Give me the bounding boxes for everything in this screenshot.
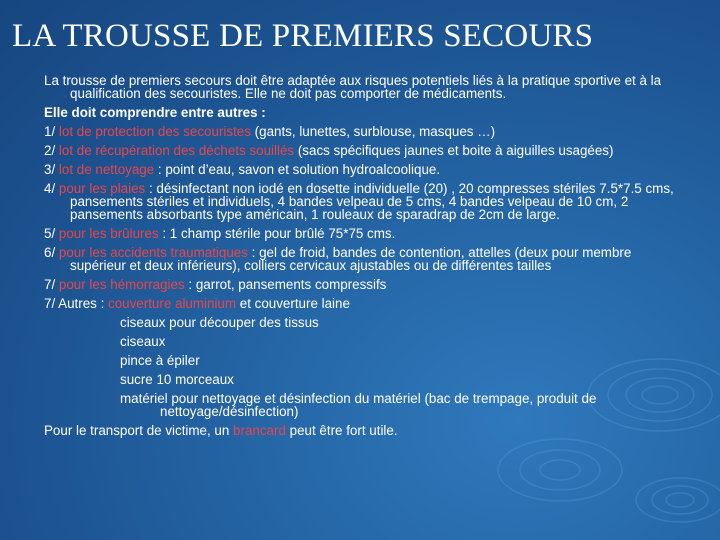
other-item: ciseaux	[120, 334, 166, 349]
item-number: 3/	[44, 162, 59, 177]
item-highlight: lot de nettoyage	[58, 162, 155, 177]
intro-paragraph: La trousse de premiers secours doit être adaptée aux risques potentiels liés à la pratique sportive et à la qualification des secouristes. Elle ne doit pas comporter de médicaments.	[44, 73, 662, 101]
item-text: : gel de froid, bandes de contention, attelles (deux pour membre supérieur et deux inférieurs), colliers cervicaux ajustables ou de différentes tailles	[70, 245, 632, 273]
item-text: : désinfectant non iodé en dosette individuelle (20) , 20 compresses stériles 7.5*7.5 cms, pansements stériles et individuels, 4 bandes velpeau de 5 cms, 4 bandes velpeau de 10 cm, 2 pansements absorbants type américain, 1 rouleaux de sparadrap de 2cm de large.	[70, 181, 674, 222]
list-item	[44, 246, 684, 272]
page-title: LA TROUSSE DE PREMIERS SECOURS	[12, 18, 594, 54]
list-item	[44, 163, 684, 176]
item-number: 6/	[44, 245, 59, 260]
item-highlight: pour les hémorragies	[58, 277, 185, 292]
item-number: 1/	[44, 124, 59, 139]
other-item: pince à épiler	[120, 353, 200, 368]
item-highlight: lot de protection des secouristes	[58, 124, 251, 139]
transport-text: Pour le transport de victime, un	[44, 423, 234, 438]
item-text: (gants, lunettes, surblouse, masques …)	[250, 124, 496, 139]
list-item	[44, 144, 684, 157]
other-item: ciseaux pour découper des tissus	[120, 315, 319, 330]
item-text: : 1 champ stérile pour brûlé 75*75 cms.	[158, 226, 396, 241]
list-item	[44, 182, 684, 221]
list-item	[44, 297, 684, 310]
item-highlight: pour les accidents traumatiques	[58, 245, 248, 260]
must-contain-heading: Elle doit comprendre entre autres :	[44, 105, 266, 120]
item-number: 7/ Autres :	[44, 296, 109, 311]
item-text: (sacs spécifiques jaunes et boite à aiguilles usagées)	[294, 143, 614, 158]
item-highlight: pour les plaies	[58, 181, 146, 196]
list-item	[44, 125, 684, 138]
item-text: et couverture laine	[236, 296, 350, 311]
transport-note	[44, 424, 684, 437]
other-item: sucre 10 morceaux	[120, 372, 234, 387]
content-body	[44, 74, 684, 443]
transport-text-end: peut être fort utile.	[285, 423, 398, 438]
item-number: 4/	[44, 181, 59, 196]
item-number: 2/	[44, 143, 59, 158]
item-highlight: couverture aluminium	[108, 296, 237, 311]
item-text: : point d’eau, savon et solution hydroalcoolique.	[154, 162, 441, 177]
transport-highlight: brancard	[233, 423, 286, 438]
list-item	[44, 278, 684, 291]
item-number: 7/	[44, 277, 59, 292]
list-item	[44, 227, 684, 240]
item-text: : garrot, pansements compressifs	[184, 277, 387, 292]
item-highlight: pour les brûlures	[58, 226, 159, 241]
item-highlight: lot de récupération des déchets souillés	[58, 143, 295, 158]
item-number: 5/	[44, 226, 59, 241]
other-item: matériel pour nettoyage et désinfection du matériel (bac de trempage, produit de nettoyage/désinfection)	[120, 391, 597, 419]
